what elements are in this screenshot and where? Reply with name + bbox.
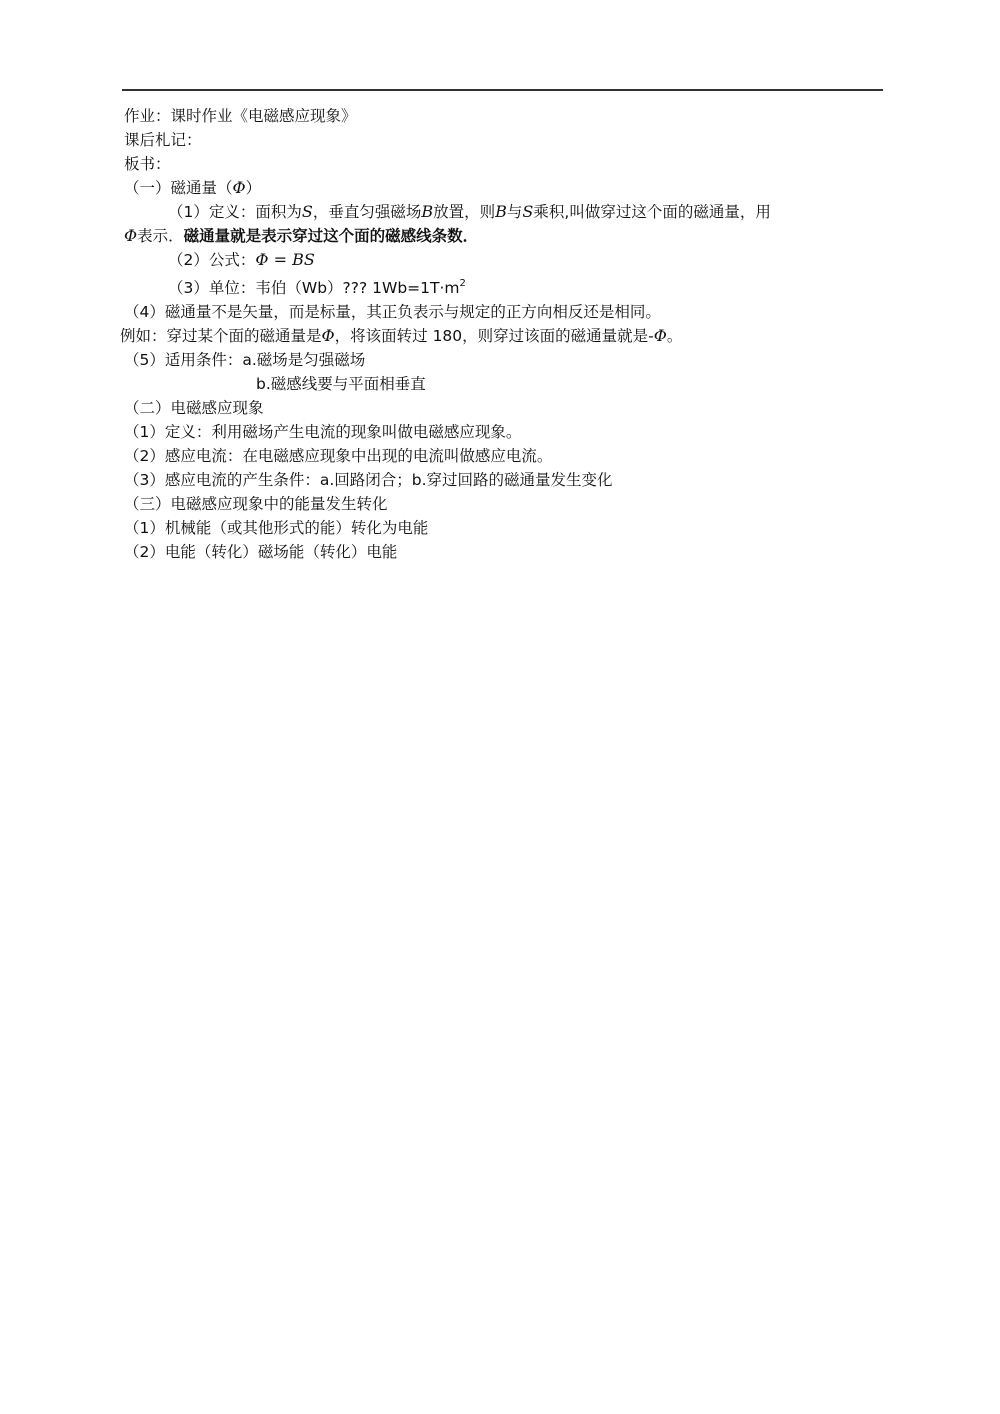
example-text-1: 例如：穿过某个面的磁通量是 <box>120 327 322 345</box>
item5-line-b: b.磁感线要与平面相垂直 <box>256 375 426 393</box>
definition-line-2 <box>124 224 884 248</box>
board-line: 板书： <box>124 155 171 173</box>
section3-heading: （三）电磁感应现象中的能量发生转化 <box>124 495 388 513</box>
item5-line-a: （5）适用条件：a.磁场是匀强磁场 <box>124 351 366 369</box>
unit-line <box>124 272 884 300</box>
unit-text: （3）单位：韦伯（Wb）??? 1Wb=1T·m <box>168 279 460 297</box>
formula-line <box>124 248 884 272</box>
section3-item: （2）电能（转化）磁场能（转化）电能 <box>124 543 398 561</box>
section2-heading: （二）电磁感应现象 <box>124 399 264 417</box>
section1-heading <box>124 176 884 200</box>
document-body <box>120 104 884 564</box>
definition-text-3: 放置，则 <box>433 203 496 221</box>
homework-line: 作业：课时作业《电磁感应现象》 <box>124 107 357 125</box>
item4-line: （4）磁通量不是矢量，而是标量，其正负表示与规定的正方向相反还是相同。 <box>124 303 661 321</box>
phi-symbol-3: Φ <box>321 326 335 345</box>
definition-text-4: 与 <box>506 203 523 221</box>
formula: Φ = BS <box>255 250 315 269</box>
definition-text-1: （1）定义：面积为 <box>168 203 302 221</box>
definition-text-6: 表示． <box>137 227 184 245</box>
definition-bold: 磁通量就是表示穿过这个面的磁感线条数． <box>183 227 479 245</box>
field-symbol-2: B <box>495 202 507 221</box>
formula-label: （2）公式： <box>168 251 256 269</box>
unit-superscript: 2 <box>459 278 466 289</box>
area-symbol: S <box>301 202 313 221</box>
section2-item: （1）定义：利用磁场产生电流的现象叫做电磁感应现象。 <box>124 423 522 441</box>
example-text-2: ，将该面转过 180，则穿过该面的磁通量就是- <box>334 327 654 345</box>
definition-text-2: ，垂直匀强磁场 <box>312 203 422 221</box>
definition-text-5: 乘积,叫做穿过这个面的磁通量，用 <box>533 203 771 221</box>
section1-heading-text: （一）磁通量（ <box>124 179 233 197</box>
section3-item: （1）机械能（或其他形式的能）转化为电能 <box>124 519 429 537</box>
example-text-3: 。 <box>666 327 683 345</box>
area-symbol-2: S <box>522 202 534 221</box>
section1-heading-close: ） <box>245 179 262 197</box>
definition-line <box>124 200 884 224</box>
example-line <box>120 324 884 348</box>
phi-symbol-4: Φ <box>653 326 667 345</box>
section2-item: （3）感应电流的产生条件：a.回路闭合；b.穿过回路的磁通量发生变化 <box>124 471 613 489</box>
section2-item: （2）感应电流：在电磁感应现象中出现的电流叫做感应电流。 <box>124 447 553 465</box>
phi-symbol: Φ <box>232 178 246 197</box>
notes-line: 课后札记： <box>124 131 202 149</box>
header-rule <box>122 89 883 91</box>
field-symbol: B <box>421 202 434 221</box>
phi-symbol-2: Φ <box>124 226 138 245</box>
